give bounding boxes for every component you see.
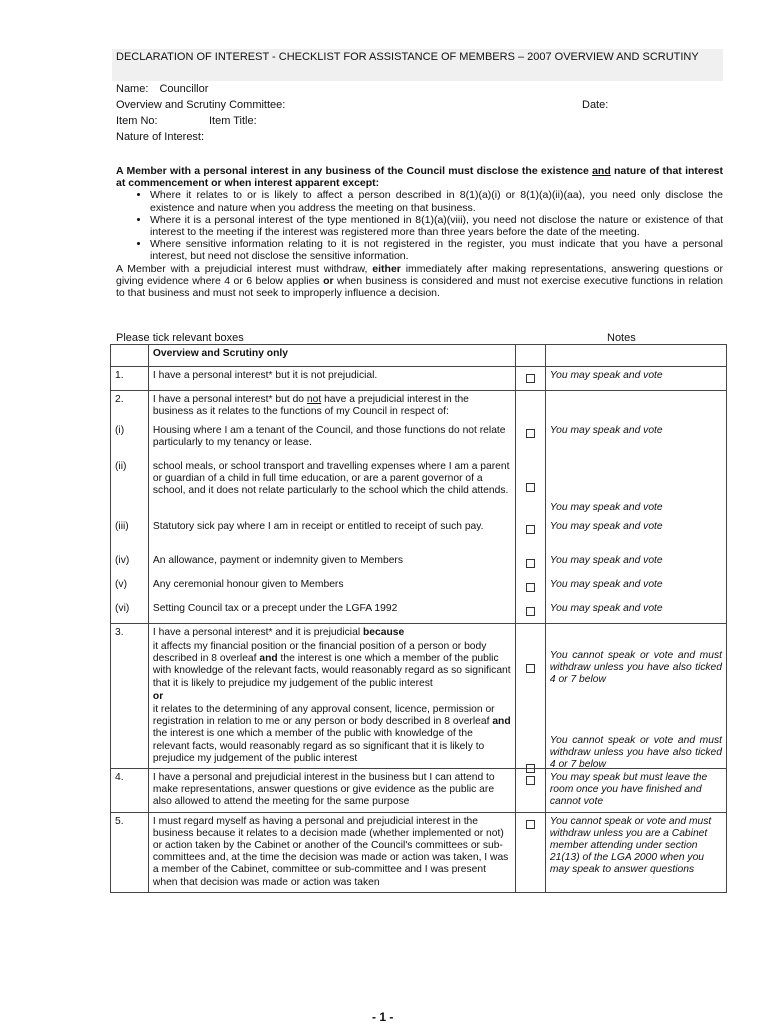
page-number: - 1 - (372, 1010, 394, 1024)
committee-label: Overview and Scrutiny Committee: (116, 99, 286, 111)
tick-checkbox[interactable] (526, 607, 535, 616)
notes-heading: Notes (607, 332, 636, 344)
item-no-label: Item No: (116, 115, 158, 127)
exception-item: • Where sensitive information relating to it is not registered in the register, you must indicate that you have a personal interest, but need not disclose the sensitive information. (150, 238, 723, 262)
tick-checkbox[interactable] (526, 374, 535, 383)
page-title: DECLARATION OF INTEREST - CHECKLIST FOR ASSISTANCE OF MEMBERS – 2007 OVERVIEW AND SCRUTINY (112, 49, 723, 81)
table-row: (iii) Statutory sick pay where I am in receipt or entitled to receipt of such pay. You may speak and vote (111, 518, 727, 552)
table-row: 3. I have a personal interest* and it is prejudicial because it affects my financial position or the financial position of a person or body described in 8 overleaf and the interest is one which a member of the public with knowledge of the relevant facts, would reasonably regard as so significant that it is likely to prejudice my judgement of the public interest or it relates to the determining of any approval consent, licence, permission or registration in relation to me or any person or body described in 8 overleaf and the interest is one which a member of the public with knowledge of the relevant facts, would reasonably regard as so significant that it is likely to prejudice my judgement of the public interest You cannot speak or vote and must withdraw unless you have also ticked 4 or 7 below You cannot speak or vote and must withdraw unless you have also ticked 4 or 7 below (111, 623, 727, 768)
personal-interest-lead: A Member with a personal interest in any business of the Council must disclose the existence and nature of that interest at commencement or when interest apparent except: (116, 165, 723, 190)
name-value: Councillor (159, 83, 209, 95)
table-header-row (111, 345, 727, 367)
tick-checkbox[interactable] (526, 820, 535, 829)
checklist-table (110, 344, 727, 893)
intro-section (116, 165, 723, 299)
table-row: 4. I have a personal and prejudicial interest in the business but I can attend to make representations, answer questions or give evidence as the public are also allowed to attend the meeting for the same purpose You may speak but must leave the room once you have finished and cannot vote (111, 769, 727, 813)
prejudicial-paragraph: A Member with a prejudicial interest must withdraw, either immediately after making representations, answering questions or giving evidence where 4 or 6 below applies or when business is considered and must not exercise executive functions in relation to that business and must not seek to improperly influence a decision. (116, 262, 723, 300)
name-label: Name: (116, 83, 149, 95)
name-line (116, 83, 208, 96)
table-row: (i) Housing where I am a tenant of the Council, and those functions do not relate particularly to my tenancy or lease. You may speak and vote (111, 422, 727, 458)
tick-checkbox[interactable] (526, 764, 535, 773)
table-row: (ii) school meals, or school transport and travelling expenses where I am a parent or guardian of a child in full time education, or are a parent governor of a school, and it does not relate particularly to the school which the child attends. You may speak and vote (111, 458, 727, 518)
exception-item: • Where it relates to or is likely to affect a person described in 8(1)(a)(i) or 8(1)(a)(ii)(aa), you need only disclose the existence and nature when you address the meeting on that business. (150, 189, 723, 213)
tick-checkbox[interactable] (526, 429, 535, 438)
tick-checkbox[interactable] (526, 525, 535, 534)
exception-list (116, 189, 723, 262)
tick-checkbox[interactable] (526, 559, 535, 568)
table-row: 5. I must regard myself as having a personal and prejudicial interest in the business because it relates to a decision made (whether implemented or not) or action taken by the Cabinet or another of the Council's committees or sub-committees and, at the time the decision was made or action was taken, I was a member of the Cabinet, committee or sub-committee and I was present when that decision was made or action was taken You cannot speak or vote and must withdraw unless you are a Cabinet member attending under section 21(13) of the LGA 2000 when you may speak to answer questions (111, 812, 727, 892)
item-title-label: Item Title: (209, 115, 257, 127)
nature-label: Nature of Interest: (116, 131, 205, 143)
table-row: (v) Any ceremonial honour given to Members You may speak and vote (111, 576, 727, 600)
table-row: 2. I have a personal interest* but do not have a prejudicial interest in the business as it relates to the functions of my Council in respect of: (111, 391, 727, 422)
section-heading: Overview and Scrutiny only (148, 345, 515, 367)
table-row: (iv) An allowance, payment or indemnity given to Members You may speak and vote (111, 552, 727, 576)
exception-item: • Where it is a personal interest of the type mentioned in 8(1)(a)(viii), you need not disclose the nature or existence of that interest to the meeting if the interest was registered more than three years before the date of the meeting. (150, 214, 723, 238)
table-row: (vi) Setting Council tax or a precept under the LGFA 1992 You may speak and vote (111, 600, 727, 624)
date-label: Date: (582, 99, 609, 111)
tick-checkbox[interactable] (526, 483, 535, 492)
tick-checkbox[interactable] (526, 776, 535, 785)
tick-checkbox[interactable] (526, 664, 535, 673)
tick-checkbox[interactable] (526, 583, 535, 592)
tick-instruction: Please tick relevant boxes (116, 332, 244, 344)
table-row: 1. I have a personal interest* but it is not prejudicial. You may speak and vote (111, 367, 727, 391)
